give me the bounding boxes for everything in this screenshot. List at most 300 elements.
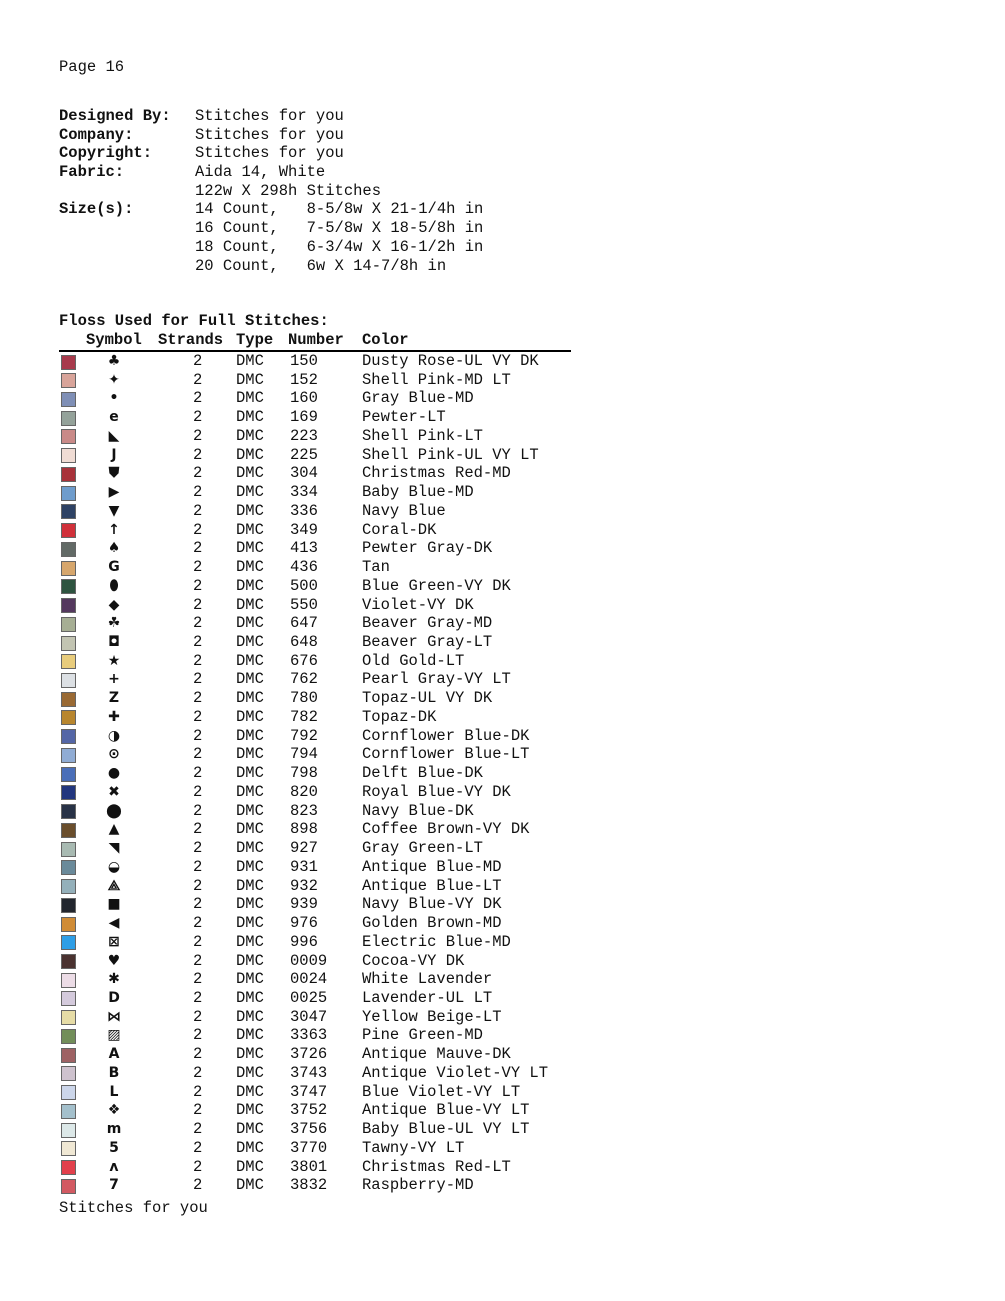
number-value: 3726 <box>290 1045 328 1064</box>
floss-row <box>59 652 579 671</box>
strands-value: 2 <box>193 689 203 708</box>
color-swatch <box>61 1066 76 1081</box>
floss-row <box>59 689 579 708</box>
stitch-symbol-icon: ♣ <box>107 353 121 369</box>
type-value: DMC <box>236 820 264 839</box>
number-value: 152 <box>290 370 318 389</box>
color-name: Pewter-LT <box>362 408 446 427</box>
type-value: DMC <box>236 614 264 633</box>
color-swatch <box>61 673 76 688</box>
color-swatch <box>61 617 76 632</box>
floss-row <box>59 745 579 764</box>
stitch-symbol-icon: ▨ <box>107 1027 121 1044</box>
color-name: Violet-VY DK <box>362 595 474 614</box>
number-value: 931 <box>290 857 318 876</box>
floss-row <box>59 727 579 746</box>
color-swatch <box>61 373 76 388</box>
type-value: DMC <box>236 408 264 427</box>
stitch-symbol-icon: ʌ <box>109 1158 119 1175</box>
strands-value: 2 <box>193 595 203 614</box>
number-value: 3047 <box>290 1007 328 1026</box>
info-row <box>59 238 483 257</box>
color-swatch <box>61 954 76 969</box>
color-name: White Lavender <box>362 970 493 989</box>
type-value: DMC <box>236 1082 264 1101</box>
type-value: DMC <box>236 689 264 708</box>
type-value: DMC <box>236 726 264 745</box>
strands-value: 2 <box>193 352 203 370</box>
color-name: Delft Blue-DK <box>362 764 483 783</box>
color-swatch <box>61 710 76 725</box>
color-name: Navy Blue-VY DK <box>362 895 502 914</box>
floss-row <box>59 521 579 540</box>
stitch-symbol-icon: m <box>106 1121 122 1138</box>
floss-row <box>59 389 579 408</box>
number-value: 820 <box>290 782 318 801</box>
number-value: 550 <box>290 595 318 614</box>
number-value: 927 <box>290 839 318 858</box>
color-swatch <box>61 429 76 444</box>
type-value: DMC <box>236 1101 264 1120</box>
number-value: 676 <box>290 651 318 670</box>
floss-row <box>59 952 579 971</box>
color-name: Shell Pink-LT <box>362 426 483 445</box>
type-value: DMC <box>236 764 264 783</box>
strands-value: 2 <box>193 558 203 577</box>
number-value: 939 <box>290 895 318 914</box>
floss-row <box>59 352 579 371</box>
number-value: 0009 <box>290 951 328 970</box>
type-value: DMC <box>236 1120 264 1139</box>
header-number: Number <box>288 331 344 349</box>
info-row <box>59 107 483 126</box>
header-symbol: Symbol <box>86 331 142 349</box>
strands-value: 2 <box>193 764 203 783</box>
type-value: DMC <box>236 464 264 483</box>
number-value: 3770 <box>290 1138 328 1157</box>
floss-row <box>59 1158 579 1177</box>
info-label: Company: <box>59 125 134 144</box>
floss-row <box>59 839 579 858</box>
type-value: DMC <box>236 895 264 914</box>
stitch-symbol-icon: 7 <box>109 1177 119 1194</box>
color-name: Raspberry-MD <box>362 1176 474 1195</box>
stitch-symbol-icon: ⬮ <box>109 577 119 594</box>
stitch-symbol-icon: B <box>108 1064 120 1081</box>
strands-value: 2 <box>193 1120 203 1139</box>
type-value: DMC <box>236 932 264 951</box>
type-value: DMC <box>236 745 264 764</box>
floss-row <box>59 914 579 933</box>
info-value: 20 Count, 6w X 14-7/8h in <box>195 256 447 275</box>
color-swatch <box>61 1010 76 1025</box>
stitch-symbol-icon: + <box>108 671 120 688</box>
number-value: 436 <box>290 558 318 577</box>
color-swatch <box>61 542 76 557</box>
number-value: 996 <box>290 932 318 951</box>
footer-text: Stitches for you <box>59 1199 208 1217</box>
strands-value: 2 <box>193 633 203 652</box>
stitch-symbol-icon: ⊙ <box>108 746 120 763</box>
info-label <box>59 182 195 201</box>
info-row <box>59 126 483 145</box>
stitch-symbol-icon: ◘ <box>108 634 120 651</box>
color-swatch <box>61 748 76 763</box>
number-value: 898 <box>290 820 318 839</box>
color-swatch <box>61 1179 76 1194</box>
type-value: DMC <box>236 426 264 445</box>
strands-value: 2 <box>193 426 203 445</box>
stitch-symbol-icon: J <box>111 446 117 463</box>
color-name: Pine Green-MD <box>362 1026 483 1045</box>
floss-row <box>59 858 579 877</box>
strands-value: 2 <box>193 782 203 801</box>
type-value: DMC <box>236 352 264 370</box>
type-value: DMC <box>236 914 264 933</box>
number-value: 3752 <box>290 1101 328 1120</box>
color-swatch <box>61 804 76 819</box>
floss-table <box>59 352 579 1195</box>
color-swatch <box>61 1123 76 1138</box>
strands-value: 2 <box>193 857 203 876</box>
color-swatch <box>61 448 76 463</box>
color-name: Beaver Gray-MD <box>362 614 493 633</box>
floss-row <box>59 1064 579 1083</box>
number-value: 3747 <box>290 1082 328 1101</box>
pattern-info <box>59 107 483 275</box>
type-value: DMC <box>236 445 264 464</box>
strands-value: 2 <box>193 483 203 502</box>
color-swatch <box>61 636 76 651</box>
color-name: Tan <box>362 558 390 577</box>
type-value: DMC <box>236 595 264 614</box>
number-value: 932 <box>290 876 318 895</box>
type-value: DMC <box>236 483 264 502</box>
color-swatch <box>61 898 76 913</box>
color-swatch <box>61 879 76 894</box>
number-value: 976 <box>290 914 318 933</box>
color-name: Cocoa-VY DK <box>362 951 465 970</box>
number-value: 780 <box>290 689 318 708</box>
color-swatch <box>61 1141 76 1156</box>
strands-value: 2 <box>193 801 203 820</box>
stitch-symbol-icon: • <box>109 390 119 407</box>
color-name: Blue Violet-VY LT <box>362 1082 521 1101</box>
strands-value: 2 <box>193 539 203 558</box>
stitch-symbol-icon: ⛊ <box>108 465 120 482</box>
strands-value: 2 <box>193 576 203 595</box>
type-value: DMC <box>236 670 264 689</box>
color-swatch <box>61 579 76 594</box>
number-value: 3756 <box>290 1120 328 1139</box>
floss-row <box>59 1083 579 1102</box>
strands-value: 2 <box>193 1157 203 1176</box>
color-swatch <box>61 823 76 838</box>
floss-row <box>59 539 579 558</box>
floss-row <box>59 802 579 821</box>
info-label <box>59 219 195 238</box>
number-value: 334 <box>290 483 318 502</box>
floss-row <box>59 783 579 802</box>
floss-row <box>59 1176 579 1195</box>
floss-row <box>59 895 579 914</box>
stitch-symbol-icon: ▼ <box>108 502 120 519</box>
info-label <box>59 238 195 257</box>
type-value: DMC <box>236 707 264 726</box>
number-value: 648 <box>290 633 318 652</box>
color-swatch <box>61 598 76 613</box>
floss-row <box>59 970 579 989</box>
type-value: DMC <box>236 970 264 989</box>
stitch-symbol-icon: ◆ <box>108 596 120 613</box>
floss-row <box>59 558 579 577</box>
color-name: Antique Violet-VY LT <box>362 1063 549 1082</box>
header-type: Type <box>236 331 274 349</box>
type-value: DMC <box>236 651 264 670</box>
floss-row <box>59 577 579 596</box>
strands-value: 2 <box>193 464 203 483</box>
type-value: DMC <box>236 501 264 520</box>
strands-value: 2 <box>193 707 203 726</box>
info-row <box>59 200 483 219</box>
stitch-symbol-icon: A <box>108 1046 120 1063</box>
strands-value: 2 <box>193 614 203 633</box>
type-value: DMC <box>236 370 264 389</box>
strands-value: 2 <box>193 670 203 689</box>
info-row <box>59 163 483 182</box>
color-name: Christmas Red-LT <box>362 1157 511 1176</box>
color-name: Christmas Red-MD <box>362 464 511 483</box>
color-swatch <box>61 860 76 875</box>
number-value: 3801 <box>290 1157 328 1176</box>
color-swatch <box>61 1085 76 1100</box>
type-value: DMC <box>236 558 264 577</box>
stitch-symbol-icon: ⊠ <box>108 933 120 950</box>
stitch-symbol-icon: ✦ <box>108 371 120 388</box>
color-name: Golden Brown-MD <box>362 914 502 933</box>
color-swatch <box>61 467 76 482</box>
info-label: Fabric: <box>59 163 125 182</box>
stitch-symbol-icon: ◒ <box>107 858 121 875</box>
stitch-symbol-icon: e <box>109 409 119 426</box>
type-value: DMC <box>236 1007 264 1026</box>
color-swatch <box>61 935 76 950</box>
type-value: DMC <box>236 876 264 895</box>
stitch-symbol-icon: ↑ <box>108 521 120 538</box>
number-value: 3743 <box>290 1063 328 1082</box>
type-value: DMC <box>236 520 264 539</box>
stitch-symbol-icon: ● <box>107 765 121 782</box>
type-value: DMC <box>236 1063 264 1082</box>
type-value: DMC <box>236 1045 264 1064</box>
stitch-symbol-icon: ◑ <box>107 727 121 744</box>
info-value: Stitches for you <box>195 144 344 163</box>
floss-row <box>59 502 579 521</box>
color-name: Antique Mauve-DK <box>362 1045 511 1064</box>
number-value: 150 <box>290 352 318 370</box>
stitch-symbol-icon: ◣ <box>108 427 120 444</box>
number-value: 500 <box>290 576 318 595</box>
floss-row <box>59 614 579 633</box>
type-value: DMC <box>236 1176 264 1195</box>
color-name: Gray Green-LT <box>362 839 483 858</box>
color-swatch <box>61 1048 76 1063</box>
number-value: 792 <box>290 726 318 745</box>
color-swatch <box>61 729 76 744</box>
info-row <box>59 219 483 238</box>
color-swatch <box>61 991 76 1006</box>
color-swatch <box>61 1160 76 1175</box>
floss-section-title: Floss Used for Full Stitches: <box>59 312 329 330</box>
stitch-symbol-icon: G <box>108 559 120 576</box>
color-name: Pearl Gray-VY LT <box>362 670 511 689</box>
strands-value: 2 <box>193 745 203 764</box>
number-value: 223 <box>290 426 318 445</box>
header-color: Color <box>362 331 409 349</box>
type-value: DMC <box>236 539 264 558</box>
color-swatch <box>61 654 76 669</box>
info-label: Copyright: <box>59 144 153 163</box>
color-swatch <box>61 842 76 857</box>
stitch-symbol-icon: ♠ <box>107 540 121 557</box>
color-name: Pewter Gray-DK <box>362 539 493 558</box>
strands-value: 2 <box>193 1026 203 1045</box>
color-name: Shell Pink-UL VY LT <box>362 445 539 464</box>
strands-value: 2 <box>193 1138 203 1157</box>
color-swatch <box>61 1029 76 1044</box>
color-name: Dusty Rose-UL VY DK <box>362 352 539 370</box>
floss-row <box>59 1101 579 1120</box>
strands-value: 2 <box>193 1045 203 1064</box>
number-value: 0024 <box>290 970 328 989</box>
type-value: DMC <box>236 576 264 595</box>
floss-row <box>59 1008 579 1027</box>
stitch-symbol-icon: Z <box>108 690 120 707</box>
color-swatch <box>61 411 76 426</box>
number-value: 169 <box>290 408 318 427</box>
info-value: Stitches for you <box>195 107 344 125</box>
color-name: Shell Pink-MD LT <box>362 370 511 389</box>
floss-row <box>59 877 579 896</box>
stitch-symbol-icon: ⋈ <box>107 1008 121 1025</box>
stitch-symbol-icon: 5 <box>109 1139 119 1156</box>
stitch-symbol-icon: ☘ <box>107 615 121 632</box>
info-label: Size(s): <box>59 200 134 219</box>
type-value: DMC <box>236 782 264 801</box>
number-value: 160 <box>290 389 318 408</box>
floss-table-header <box>59 331 571 352</box>
number-value: 794 <box>290 745 318 764</box>
strands-value: 2 <box>193 876 203 895</box>
color-swatch <box>61 692 76 707</box>
info-row <box>59 182 483 201</box>
color-name: Cornflower Blue-LT <box>362 745 530 764</box>
number-value: 304 <box>290 464 318 483</box>
stitch-symbol-icon: ◀ <box>108 915 120 932</box>
type-value: DMC <box>236 951 264 970</box>
strands-value: 2 <box>193 895 203 914</box>
color-swatch <box>61 504 76 519</box>
strands-value: 2 <box>193 1101 203 1120</box>
floss-row <box>59 670 579 689</box>
floss-row <box>59 933 579 952</box>
color-name: Electric Blue-MD <box>362 932 511 951</box>
info-value: 14 Count, 8-5/8w X 21-1/4h in <box>195 200 484 219</box>
color-swatch <box>61 486 76 501</box>
strands-value: 2 <box>193 951 203 970</box>
color-name: Lavender-UL LT <box>362 988 493 1007</box>
floss-row <box>59 820 579 839</box>
number-value: 349 <box>290 520 318 539</box>
strands-value: 2 <box>193 970 203 989</box>
floss-row <box>59 596 579 615</box>
strands-value: 2 <box>193 932 203 951</box>
floss-row <box>59 427 579 446</box>
stitch-symbol-icon: ❖ <box>107 1102 121 1119</box>
color-name: Beaver Gray-LT <box>362 633 493 652</box>
color-name: Coffee Brown-VY DK <box>362 820 530 839</box>
strands-value: 2 <box>193 520 203 539</box>
color-swatch <box>61 917 76 932</box>
color-name: Old Gold-LT <box>362 651 465 670</box>
strands-value: 2 <box>193 839 203 858</box>
strands-value: 2 <box>193 914 203 933</box>
info-row <box>59 257 483 276</box>
type-value: DMC <box>236 801 264 820</box>
strands-value: 2 <box>193 1082 203 1101</box>
number-value: 3832 <box>290 1176 328 1195</box>
stitch-symbol-icon: ■ <box>107 896 121 913</box>
stitch-symbol-icon: ♥ <box>107 952 121 969</box>
color-name: Coral-DK <box>362 520 437 539</box>
color-name: Navy Blue <box>362 501 446 520</box>
stitch-symbol-icon: ✚ <box>108 708 120 725</box>
info-value: Aida 14, White <box>195 163 326 182</box>
number-value: 782 <box>290 707 318 726</box>
stitch-symbol-icon: D <box>108 989 120 1006</box>
color-name: Gray Blue-MD <box>362 389 474 408</box>
info-value: Stitches for you <box>195 125 344 144</box>
color-name: Baby Blue-MD <box>362 483 474 502</box>
number-value: 3363 <box>290 1026 328 1045</box>
color-swatch <box>61 392 76 407</box>
color-swatch <box>61 561 76 576</box>
floss-row <box>59 989 579 1008</box>
floss-row <box>59 708 579 727</box>
type-value: DMC <box>236 633 264 652</box>
color-swatch <box>61 355 76 370</box>
stitch-symbol-icon: ▶ <box>108 484 120 501</box>
header-strands: Strands <box>158 331 224 349</box>
strands-value: 2 <box>193 1063 203 1082</box>
page-number: Page 16 <box>59 58 125 76</box>
number-value: 823 <box>290 801 318 820</box>
strands-value: 2 <box>193 389 203 408</box>
floss-row <box>59 371 579 390</box>
floss-row <box>59 1026 579 1045</box>
number-value: 336 <box>290 501 318 520</box>
color-name: Topaz-DK <box>362 707 437 726</box>
color-swatch <box>61 767 76 782</box>
color-name: Baby Blue-UL VY LT <box>362 1120 530 1139</box>
stitch-symbol-icon: ✖ <box>108 783 120 800</box>
type-value: DMC <box>236 839 264 858</box>
stitch-symbol-icon: ⟁ <box>107 877 121 894</box>
info-row <box>59 144 483 163</box>
type-value: DMC <box>236 857 264 876</box>
stitch-symbol-icon: ★ <box>107 652 121 669</box>
floss-row <box>59 483 579 502</box>
